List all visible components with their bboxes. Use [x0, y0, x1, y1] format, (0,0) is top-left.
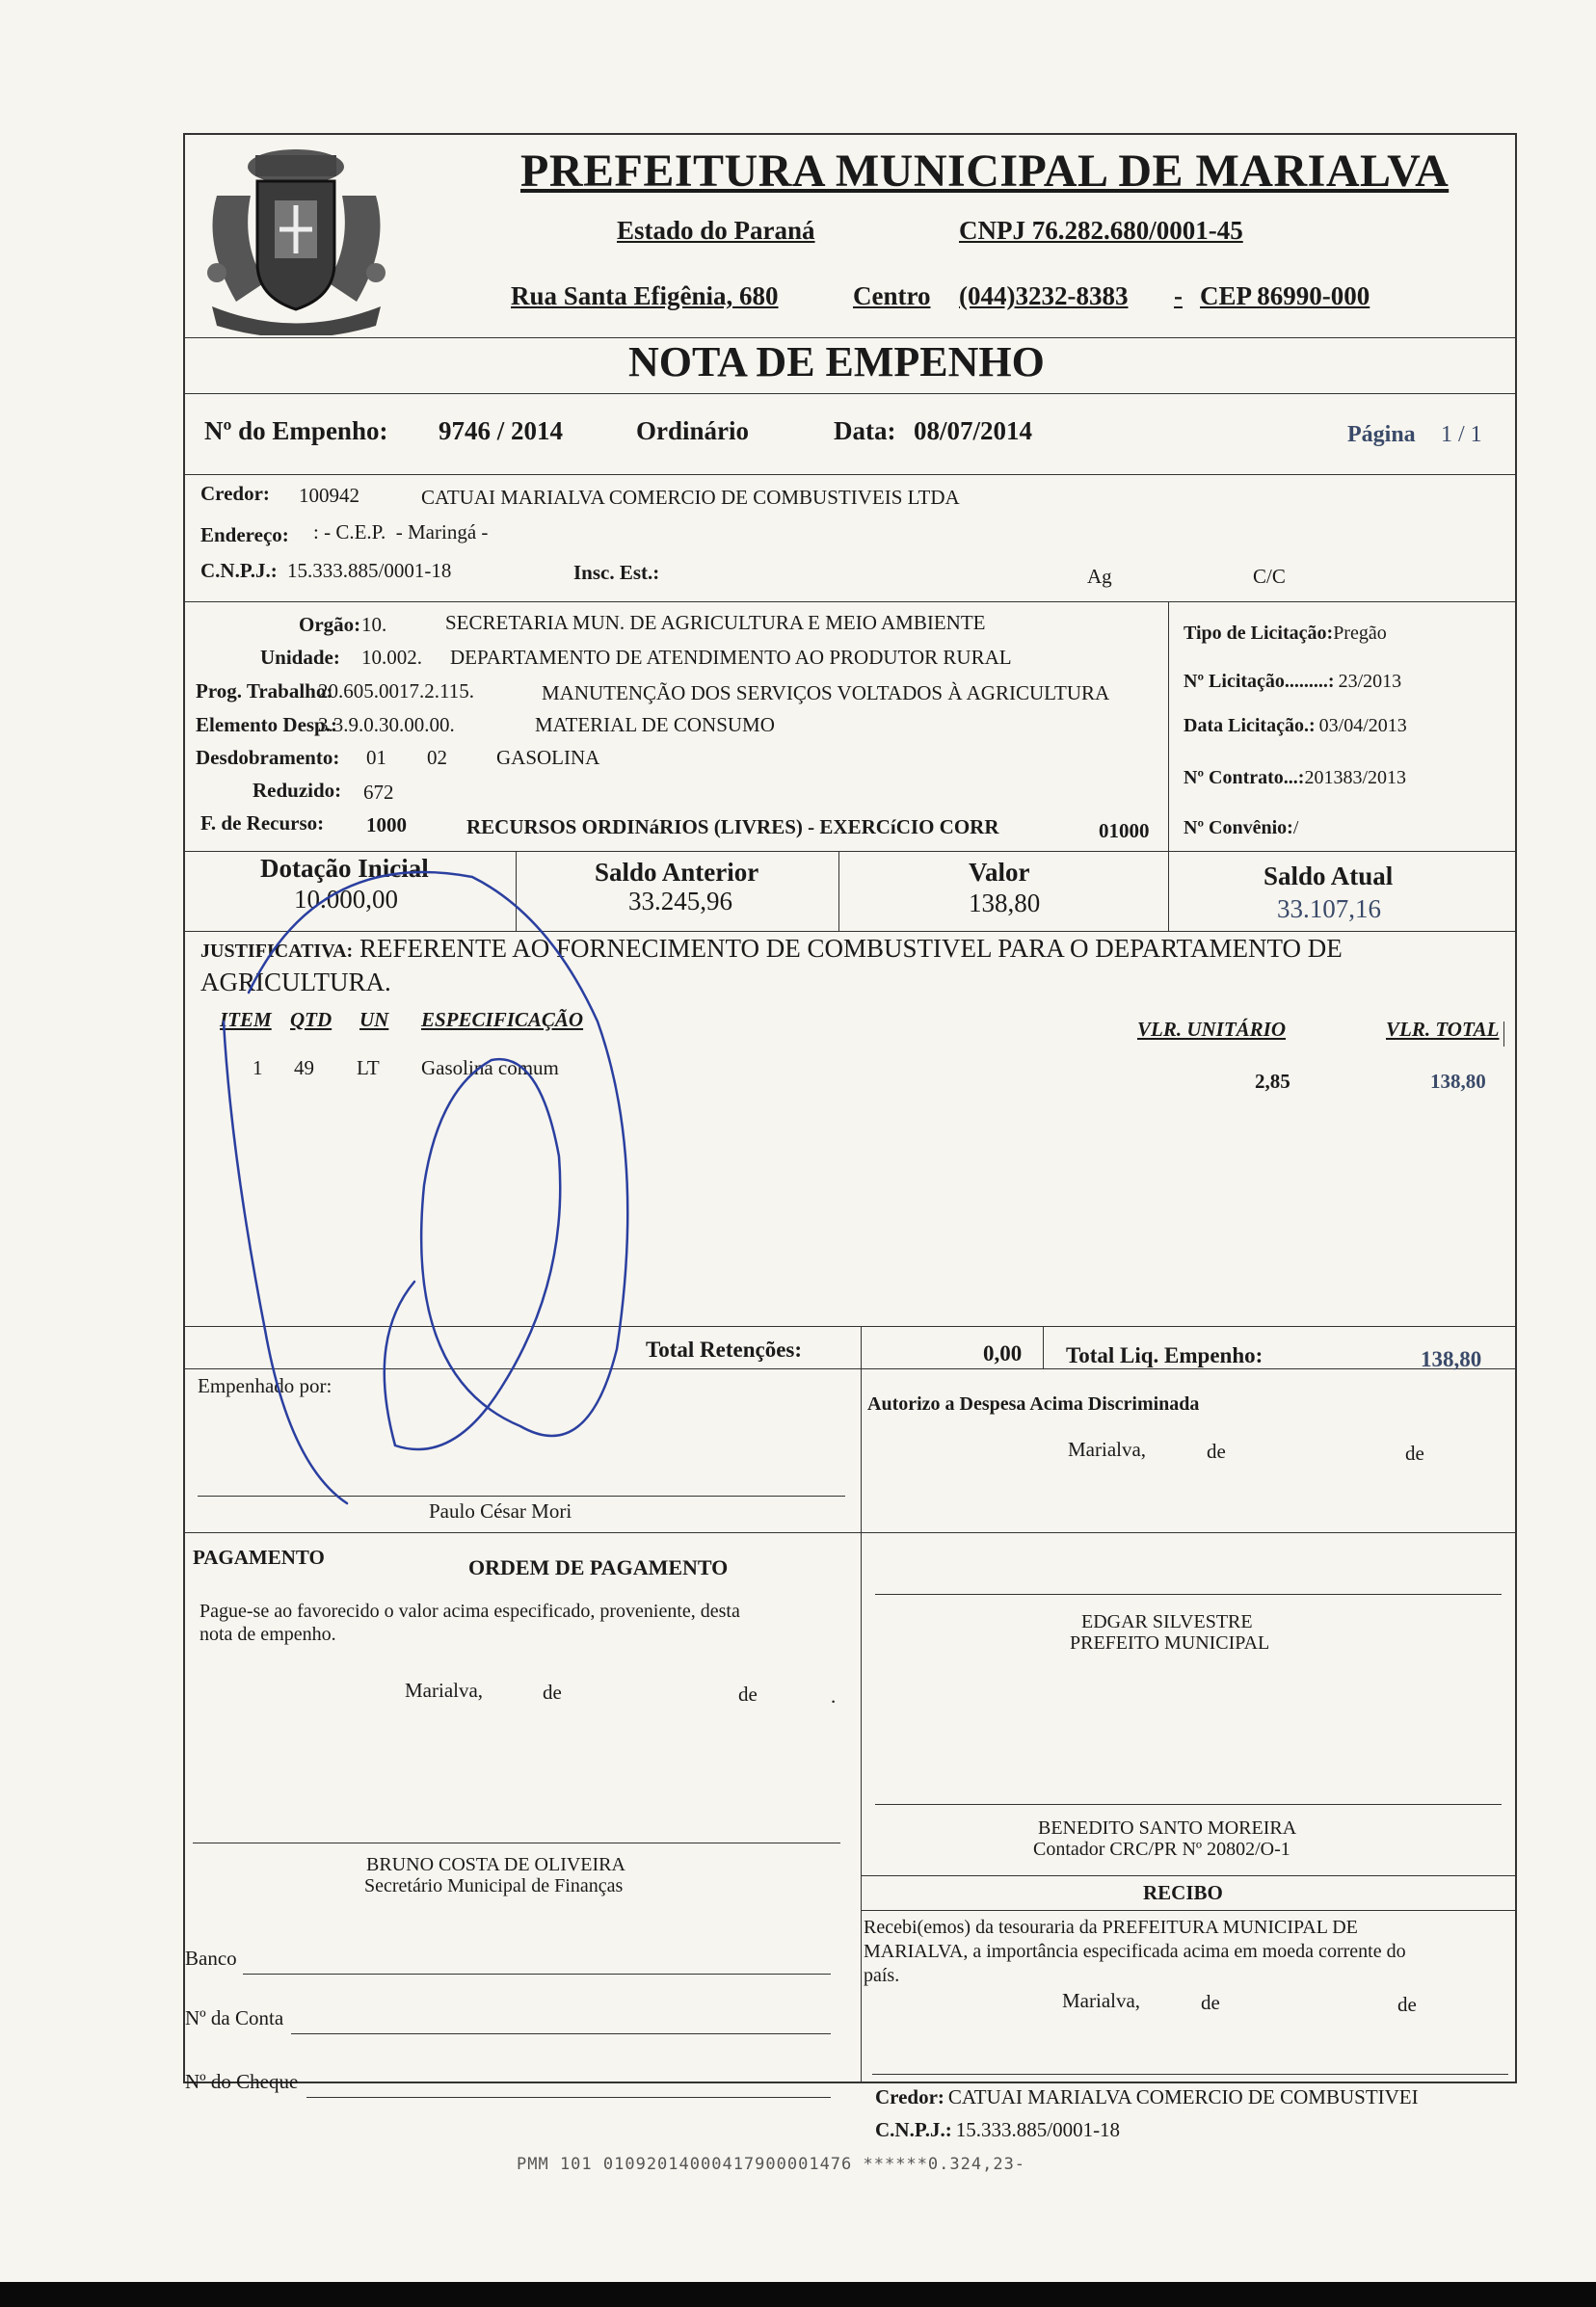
- credor-code: 100942: [299, 484, 359, 507]
- reduzido-value: 672: [363, 781, 394, 804]
- item-un: LT: [357, 1056, 380, 1079]
- rule: [183, 1326, 1515, 1327]
- cheque-label: Nº do Cheque: [185, 2070, 299, 2093]
- secretario-role: Secretário Municipal de Finanças: [364, 1875, 624, 1896]
- rule: [861, 1910, 1515, 1911]
- col-item: ITEM: [220, 1008, 272, 1031]
- municipality-title: PREFEITURA MUNICIPAL DE MARIALVA: [520, 146, 1450, 197]
- pagamento-dot: .: [831, 1684, 837, 1708]
- total-retencoes-value: 0,00: [983, 1341, 1023, 1366]
- empenhado-por-label: Empenhado por:: [198, 1374, 332, 1397]
- prog-trabalho-desc: MANUTENÇÃO DOS SERVIÇOS VOLTADOS À AGRICULTURA: [542, 681, 1110, 704]
- pague-se-text-1: Pague-se ao favorecido o valor acima especificado, proveniente, desta: [200, 1601, 740, 1622]
- col-vlr-total: VLR. TOTAL: [1386, 1018, 1500, 1041]
- col-vlr-unitario: VLR. UNITÁRIO: [1137, 1018, 1287, 1041]
- rule: [183, 931, 1515, 932]
- valor-label: Valor: [969, 858, 1030, 887]
- recurso-label: F. de Recurso:: [200, 811, 325, 835]
- orgao-code: 10.: [361, 613, 387, 636]
- tipo-licitacao: [1184, 623, 1387, 645]
- contrato: [1184, 767, 1406, 789]
- rule: [516, 852, 517, 931]
- endereco-label: Endereço:: [200, 523, 289, 546]
- item-vlr-unitario: 2,85: [1255, 1070, 1290, 1093]
- recibo-credor-label: Credor:: [875, 2085, 944, 2108]
- municipality-address: Rua Santa Efigênia, 680: [511, 281, 779, 310]
- total-liquido-value: 138,80: [1421, 1347, 1482, 1371]
- signature-line: [875, 1594, 1502, 1595]
- total-liquido-label: Total Liq. Empenho:: [1066, 1343, 1264, 1367]
- rule: [1503, 1021, 1504, 1047]
- contador-role: Contador CRC/PR Nº 20802/O-1: [1033, 1839, 1290, 1860]
- recibo-cnpj-value: 15.333.885/0001-18: [955, 2118, 1121, 2141]
- municipality-cep: CEP 86990-000: [1200, 281, 1370, 310]
- conta-label: Nº da Conta: [185, 2006, 284, 2029]
- endereco-value: : - C.E.P. - Maringá -: [313, 520, 489, 544]
- rule: [183, 393, 1515, 394]
- pagamento-label: PAGAMENTO: [193, 1546, 325, 1569]
- municipality-phone: (044)3232-8383: [959, 281, 1129, 310]
- cc-label: C/C: [1253, 565, 1286, 588]
- convenio-value: /: [1292, 817, 1299, 838]
- recurso-desc: RECURSOS ORDINáRIOS (LIVRES) - EXERCíCIO CORR: [466, 815, 999, 838]
- pague-se-text: [200, 1600, 740, 1646]
- data-licitacao-label: Data Licitação.:: [1184, 715, 1316, 736]
- page-number: 1 / 1: [1441, 422, 1482, 447]
- item-number: 1: [253, 1056, 263, 1079]
- cheque-line: [306, 2097, 831, 2098]
- rule: [1168, 852, 1169, 931]
- orgao-label: Orgão:: [299, 613, 361, 636]
- item-vlr-total: 138,80: [1430, 1070, 1486, 1093]
- autorizo-de-2: de: [1405, 1442, 1424, 1465]
- convenio: [1184, 817, 1298, 839]
- rule: [861, 1875, 1515, 1876]
- recibo-credor: [875, 2085, 1419, 2109]
- rule: [183, 1368, 1515, 1369]
- recibo-text-3: país.: [864, 1965, 900, 1986]
- credor-name: CATUAI MARIALVA COMERCIO DE COMBUSTIVEIS LTDA: [421, 486, 960, 509]
- signature-line: [875, 1804, 1502, 1805]
- numero-licitacao-label: Nº Licitação.........:: [1184, 671, 1335, 692]
- unidade-code: 10.002.: [361, 646, 422, 669]
- item-qtd: 49: [294, 1056, 314, 1079]
- empenho-date: 08/07/2014: [914, 416, 1033, 445]
- contador-name: BENEDITO SANTO MOREIRA: [1038, 1817, 1297, 1839]
- signature-line: [198, 1496, 845, 1497]
- saldo-anterior-value: 33.245,96: [628, 887, 732, 915]
- recibo-text: [864, 1916, 1490, 1988]
- footer-code: PMM 101 01092014000417900001476 ******0.324,23-: [517, 2155, 1026, 2174]
- tipo-licitacao-value: Pregão: [1333, 623, 1387, 644]
- total-retencoes-label: Total Retenções:: [646, 1338, 803, 1362]
- recibo-text-1: Recebi(emos) da tesouraria da PREFEITURA MUNICIPAL DE: [864, 1917, 1358, 1938]
- prefeito-name: EDGAR SILVESTRE: [1081, 1611, 1253, 1632]
- banco-label: Banco: [185, 1947, 237, 1970]
- rule: [1168, 601, 1169, 852]
- dotacao-inicial-value: 10.000,00: [294, 885, 398, 914]
- recibo-city: Marialva,: [1062, 1989, 1141, 2012]
- elemento-label: Elemento Desp.:: [196, 713, 337, 736]
- desdobramento-label: Desdobramento:: [196, 746, 340, 769]
- recibo-cnpj: [875, 2118, 1120, 2142]
- secretario-name: BRUNO COSTA DE OLIVEIRA: [366, 1854, 625, 1875]
- recibo-text-2: MARIALVA, a importância especificada acima em moeda corrente do: [864, 1941, 1406, 1962]
- rule: [183, 474, 1515, 475]
- rule: [1043, 1326, 1044, 1368]
- justificativa-text-2: AGRICULTURA.: [200, 968, 391, 996]
- autorizo-de-1: de: [1207, 1440, 1226, 1463]
- col-qtd: QTD: [290, 1008, 332, 1031]
- unidade-label: Unidade:: [260, 646, 340, 669]
- rule: [183, 1532, 1515, 1533]
- tipo-licitacao-label: Tipo de Licitação:: [1184, 623, 1334, 644]
- prefeito-role: PREFEITO MUNICIPAL: [1070, 1632, 1270, 1654]
- data-licitacao: [1184, 715, 1407, 737]
- credor-label: Credor:: [200, 482, 270, 505]
- numero-licitacao-value: 23/2013: [1338, 671, 1402, 692]
- orgao-desc: SECRETARIA MUN. DE AGRICULTURA E MEIO AMBIENTE: [445, 611, 986, 634]
- recibo-de-2: de: [1397, 1993, 1417, 2016]
- recurso-code: 1000: [366, 813, 407, 836]
- conta-line: [291, 2033, 831, 2034]
- recibo-de-1: de: [1201, 1991, 1220, 2014]
- item-especificacao: Gasolina comum: [421, 1056, 559, 1079]
- state-label: Estado do Paraná: [617, 216, 815, 245]
- municipality-cnpj: CNPJ 76.282.680/0001-45: [959, 216, 1243, 245]
- rule: [838, 852, 839, 931]
- pagamento-city: Marialva,: [405, 1679, 484, 1702]
- reduzido-label: Reduzido:: [253, 779, 342, 802]
- pagamento-de-1: de: [543, 1681, 562, 1704]
- saldo-anterior-label: Saldo Anterior: [595, 858, 759, 887]
- saldo-atual-value: 33.107,16: [1277, 894, 1381, 923]
- banco-line: [243, 1974, 831, 1975]
- pague-se-text-2: nota de empenho.: [200, 1624, 336, 1645]
- rule: [861, 1326, 862, 2082]
- prog-trabalho-code: 20.605.0017.2.115.: [318, 679, 474, 703]
- recibo-title: RECIBO: [1143, 1881, 1223, 1904]
- desdobramento-b: 02: [427, 746, 447, 769]
- justificativa-label: JUSTIFICATIVA:: [200, 941, 354, 962]
- insc-est-label: Insc. Est.:: [573, 561, 660, 584]
- data-licitacao-value: 03/04/2013: [1318, 715, 1407, 736]
- cnpj-label: C.N.P.J.:: [200, 559, 278, 582]
- col-un: UN: [359, 1008, 389, 1031]
- page-label: Página: [1347, 422, 1416, 447]
- elemento-code: 3.3.9.0.30.00.00.: [318, 713, 455, 736]
- signature-line: [872, 2074, 1508, 2075]
- rule: [183, 851, 1515, 852]
- valor-value: 138,80: [969, 888, 1041, 917]
- prog-trabalho-label: Prog. Trabalho:: [196, 679, 333, 703]
- desdobramento-desc: GASOLINA: [496, 746, 600, 769]
- numero-licitacao: [1184, 671, 1401, 693]
- col-especificacao: ESPECIFICAÇÃO: [421, 1008, 584, 1031]
- empenho-type: Ordinário: [636, 416, 750, 445]
- document-title: NOTA DE EMPENHO: [628, 338, 1045, 385]
- rule: [183, 601, 1515, 602]
- contrato-label: Nº Contrato...:: [1184, 767, 1305, 788]
- desdobramento-a: 01: [366, 746, 386, 769]
- signer-paulo: Paulo César Mori: [429, 1499, 572, 1523]
- ag-label: Ag: [1087, 565, 1112, 588]
- recibo-credor-value: CATUAI MARIALVA COMERCIO DE COMBUSTIVEI: [947, 2085, 1419, 2108]
- autorizo-text: Autorizo a Despesa Acima Discriminada: [867, 1393, 1200, 1415]
- credor-cnpj: 15.333.885/0001-18: [287, 559, 452, 582]
- contrato-value: 201383/2013: [1304, 767, 1407, 788]
- convenio-label: Nº Convênio:: [1184, 817, 1293, 838]
- saldo-atual-label: Saldo Atual: [1264, 862, 1394, 890]
- unidade-desc: DEPARTAMENTO DE ATENDIMENTO AO PRODUTOR RURAL: [450, 646, 1012, 669]
- recurso-number: 01000: [1099, 819, 1150, 842]
- scan-border: [0, 2282, 1596, 2307]
- header-separator: -: [1174, 281, 1183, 310]
- ordem-pagamento-label: ORDEM DE PAGAMENTO: [468, 1555, 729, 1579]
- justificativa: [200, 933, 1343, 997]
- autorizo-city: Marialva,: [1068, 1438, 1147, 1461]
- municipality-district: Centro: [853, 281, 931, 310]
- empenho-number-label: Nº do Empenho:: [204, 416, 388, 445]
- justificativa-text-1: REFERENTE AO FORNECIMENTO DE COMBUSTIVEL PARA O DEPARTAMENTO DE: [359, 934, 1343, 963]
- empenho-number: 9746 / 2014: [439, 416, 564, 445]
- dotacao-inicial-label: Dotação Inicial: [260, 854, 429, 883]
- recibo-cnpj-label: C.N.P.J.:: [875, 2118, 952, 2141]
- empenho-date-label: Data:: [834, 416, 896, 445]
- pagamento-de-2: de: [738, 1683, 758, 1706]
- elemento-desc: MATERIAL DE CONSUMO: [535, 713, 775, 736]
